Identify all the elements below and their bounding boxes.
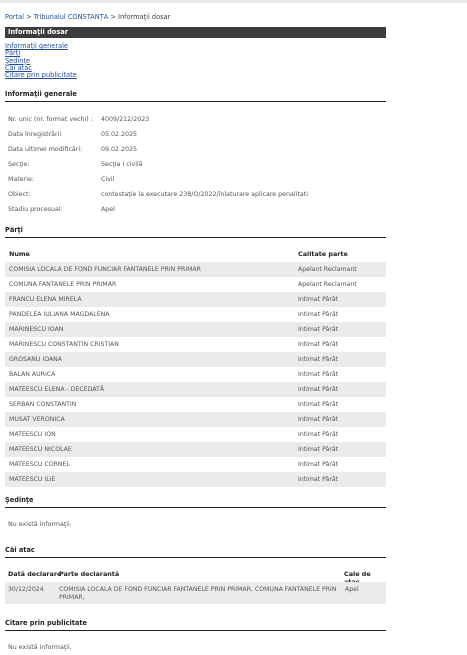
table-row	[5, 322, 386, 337]
info-row	[8, 146, 137, 156]
party-role: Intimat Pârât	[298, 476, 339, 483]
sedinte-heading: Şedinţe	[5, 496, 386, 508]
general-heading: Informaţii generale	[5, 90, 386, 102]
info-row	[8, 131, 137, 141]
party-name: MATEESCU CORNEL	[9, 461, 70, 468]
breadcrumb-court-link[interactable]: Tribunalul CONSTANȚA	[33, 13, 109, 21]
info-label: Nr. unic (nr. format vechi) :	[8, 116, 93, 123]
table-row	[5, 457, 386, 472]
sedinte-empty-text: Nu există informaţii.	[8, 521, 72, 528]
breadcrumb-portal-link[interactable]: Portal	[5, 13, 24, 21]
table-row	[5, 352, 386, 367]
info-row	[8, 206, 115, 216]
info-label: Materie:	[8, 176, 34, 183]
breadcrumb-separator: >	[26, 13, 32, 21]
cai-col-type: Cale de	[344, 570, 371, 578]
breadcrumb-current: Informaţii dosar	[118, 13, 171, 21]
table-row	[5, 292, 386, 307]
table-row	[5, 472, 386, 487]
party-name: MARINESCU IOAN	[9, 326, 64, 333]
parti-col-name: Nume	[9, 250, 30, 258]
info-value: 4009/212/2023	[101, 116, 150, 123]
party-role: Intimat Pârât	[298, 371, 339, 378]
party-role: Intimat Pârât	[298, 401, 339, 408]
party-role: Intimat Pârât	[298, 431, 339, 438]
party-role: Intimat Pârât	[298, 326, 339, 333]
table-row	[5, 427, 386, 442]
citare-empty-text: Nu există informaţii.	[8, 644, 72, 651]
info-value: 09.02.2025	[101, 146, 138, 153]
info-label: Obiect:	[8, 191, 31, 198]
party-role: Apelant Reclamant	[298, 266, 357, 273]
party-role: Intimat Pârât	[298, 416, 339, 423]
nav-link-citare[interactable]: Citare prin publicitate	[5, 71, 77, 80]
top-border	[0, 0, 467, 3]
page-title: Informaţii dosar	[5, 27, 386, 38]
appeal-date: 30/12/2024	[8, 586, 44, 593]
nav-link-cai-atac[interactable]: Căi atac	[5, 63, 32, 72]
party-name: COMISIA LOCALA DE FOND FUNCIAR FANTANELE PRIN PRIMAR	[9, 266, 201, 273]
party-name: GROSANU IOANA	[9, 356, 63, 363]
party-name: SERBAN CONSTANTIN	[9, 401, 77, 408]
party-name: FRANCU ELENA MIRELA	[9, 296, 82, 303]
appeal-type: Apel	[345, 586, 359, 593]
appeal-party: COMISIA LOCALA DE FOND FUNCIAR FANTANELE PRIN PRIMAR, COMUNA FANTANELE PRIN PRIMAR,	[59, 586, 337, 601]
info-value: Secţia I civilă	[101, 161, 143, 168]
table-row	[5, 337, 386, 352]
party-name: COMUNA FANTANELE PRIN PRIMAR	[9, 281, 117, 288]
table-row	[5, 277, 386, 292]
party-role: Intimat Pârât	[298, 341, 339, 348]
table-row	[5, 412, 386, 427]
party-role: Intimat Pârât	[298, 311, 339, 318]
breadcrumb-separator: >	[110, 13, 116, 21]
party-role: Intimat Pârât	[298, 356, 339, 363]
parti-col-role: Calitate parte	[298, 250, 348, 258]
table-row	[5, 382, 386, 397]
party-role: Intimat Pârât	[298, 461, 339, 468]
info-value: 05.02.2025	[101, 131, 138, 138]
info-label: Stadiu procesual:	[8, 206, 63, 213]
table-row	[5, 307, 386, 322]
info-row	[8, 191, 308, 201]
section-nav	[5, 43, 77, 79]
breadcrumb	[5, 13, 170, 21]
party-name: MATEESCU ILIE	[9, 476, 56, 483]
parti-heading: Părţi	[5, 226, 386, 238]
party-name: MATEESCU ELENA - DECEDATĂ	[9, 386, 105, 393]
nav-link-parti[interactable]: Părţi	[5, 49, 21, 58]
party-role: Intimat Pârât	[298, 446, 339, 453]
cai-col-date: Dată declarare	[8, 570, 62, 578]
party-role: Intimat Pârât	[298, 386, 339, 393]
info-label: Data înregistrării	[8, 131, 62, 138]
party-name: MUSAT VERONICA	[9, 416, 65, 423]
info-row	[8, 161, 143, 171]
nav-link-general[interactable]: Informaţii generale	[5, 42, 69, 50]
table-row	[5, 262, 386, 277]
cai-col-party: Parte declarantă	[59, 570, 120, 578]
table-row	[5, 442, 386, 457]
table-row	[5, 582, 386, 604]
info-value: contestaţie la executare 238/O/2022/înlaturare aplicare penalitati	[101, 191, 308, 198]
citare-heading: Citare prin publicitate	[5, 619, 386, 631]
info-label: Data ultimei modificări:	[8, 146, 83, 153]
party-name: MATEESCU ION	[9, 431, 56, 438]
nav-link-sedinte[interactable]: Şedinţe	[5, 56, 31, 65]
party-name: PANDELEA IULIANA MAGDALENA	[9, 311, 110, 318]
table-row	[5, 367, 386, 382]
info-label: Secţie:	[8, 161, 30, 168]
party-name: MATEESCU NICOLAE	[9, 446, 72, 453]
party-name: MARINESCU CONSTANTIN CRISTIAN	[9, 341, 119, 348]
party-role: Apelant Reclamant	[298, 281, 357, 288]
party-name: BALAN AURICA	[9, 371, 56, 378]
table-row	[5, 397, 386, 412]
info-value: Civil	[101, 176, 115, 183]
party-role: Intimat Pârât	[298, 296, 339, 303]
cai-atac-heading: Căi atac	[5, 546, 386, 558]
info-value: Apel	[101, 206, 115, 213]
info-row	[8, 116, 149, 126]
info-row	[8, 176, 114, 186]
